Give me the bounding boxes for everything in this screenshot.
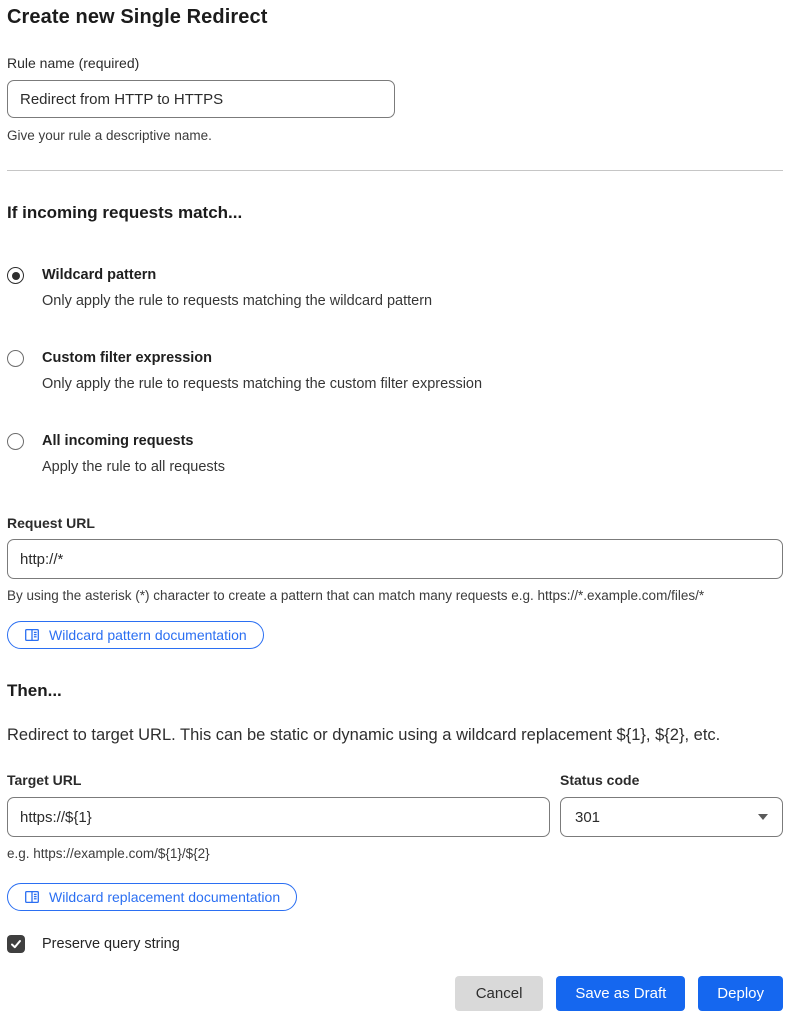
request-url-label: Request URL bbox=[7, 515, 95, 531]
deploy-button[interactable]: Deploy bbox=[698, 976, 783, 1011]
target-status-row bbox=[7, 772, 783, 837]
cancel-button[interactable]: Cancel bbox=[455, 976, 544, 1011]
request-url-input[interactable] bbox=[7, 539, 783, 579]
page-title: Create new Single Redirect bbox=[7, 6, 268, 28]
status-code-select[interactable] bbox=[560, 797, 783, 837]
option-label: All incoming requests bbox=[42, 433, 194, 449]
checkbox-checked-icon[interactable] bbox=[7, 935, 25, 953]
section-divider bbox=[7, 170, 783, 171]
rule-name-help: Give your rule a descriptive name. bbox=[7, 128, 212, 143]
radio-unselected-icon[interactable] bbox=[7, 350, 24, 367]
radio-unselected-icon[interactable] bbox=[7, 433, 24, 450]
request-url-help: By using the asterisk (*) character to create a pattern that can match many requests e.g. https://*.example.com/files/* bbox=[7, 588, 705, 603]
rule-name-label: Rule name (required) bbox=[7, 55, 140, 71]
option-description: Only apply the rule to requests matching the custom filter expression bbox=[42, 376, 483, 392]
status-code-label: Status code bbox=[560, 772, 640, 788]
doc-button-label: Wildcard replacement documentation bbox=[49, 889, 281, 905]
option-description: Apply the rule to all requests bbox=[42, 459, 225, 475]
status-code-field bbox=[560, 772, 783, 837]
option-label: Custom filter expression bbox=[42, 350, 213, 366]
option-text bbox=[42, 265, 432, 311]
option-label: Wildcard pattern bbox=[42, 267, 157, 283]
preserve-query-label: Preserve query string bbox=[42, 936, 180, 952]
then-description: Redirect to target URL. This can be static or dynamic using a wildcard replacement ${1}, ${2}, etc. bbox=[7, 726, 721, 744]
match-section-heading: If incoming requests match... bbox=[7, 203, 243, 222]
save-as-draft-button[interactable]: Save as Draft bbox=[556, 976, 685, 1011]
target-url-label: Target URL bbox=[7, 772, 82, 788]
preserve-query-row[interactable] bbox=[7, 935, 783, 953]
book-icon bbox=[24, 889, 40, 905]
rule-name-input[interactable] bbox=[7, 80, 395, 118]
doc-button-label: Wildcard pattern documentation bbox=[49, 627, 247, 643]
option-description: Only apply the rule to requests matching the wildcard pattern bbox=[42, 293, 433, 309]
radio-selected-icon[interactable] bbox=[7, 267, 24, 284]
wildcard-replacement-doc-button[interactable] bbox=[7, 883, 297, 911]
status-code-value: 301 bbox=[575, 808, 601, 826]
radio-option-custom-filter[interactable] bbox=[7, 348, 783, 394]
form-footer bbox=[7, 976, 783, 1011]
book-icon bbox=[24, 627, 40, 643]
target-url-input[interactable] bbox=[7, 797, 550, 837]
radio-option-all-requests[interactable] bbox=[7, 431, 783, 477]
option-text bbox=[42, 431, 225, 477]
target-url-help: e.g. https://example.com/${1}/${2} bbox=[7, 846, 210, 861]
wildcard-pattern-doc-button[interactable] bbox=[7, 621, 264, 649]
match-options-group bbox=[7, 265, 783, 477]
then-section-heading: Then... bbox=[7, 681, 62, 700]
target-url-field bbox=[7, 772, 550, 837]
chevron-down-icon bbox=[758, 814, 768, 820]
option-text bbox=[42, 348, 482, 394]
radio-option-wildcard-pattern[interactable] bbox=[7, 265, 783, 311]
